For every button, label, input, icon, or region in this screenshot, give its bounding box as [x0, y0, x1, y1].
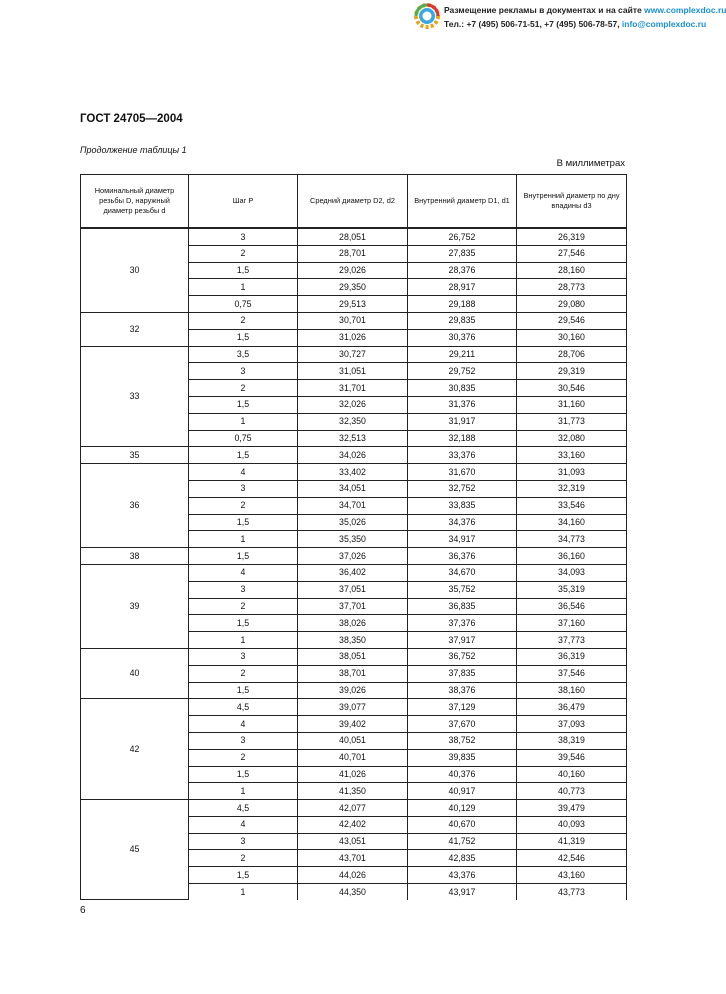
root-diameter-cell: 29,546: [517, 312, 627, 329]
root-diameter-cell: 36,479: [517, 699, 627, 716]
root-diameter-cell: 31,093: [517, 464, 627, 481]
mean-diameter-cell: 31,051: [298, 363, 408, 380]
nominal-diameter-cell: 30: [81, 228, 189, 312]
mean-diameter-cell: 42,077: [298, 800, 408, 817]
minor-diameter-cell: 28,376: [408, 262, 517, 279]
minor-diameter-cell: 40,917: [408, 783, 517, 800]
root-diameter-cell: 40,773: [517, 783, 627, 800]
minor-diameter-cell: 41,752: [408, 833, 517, 850]
table-row: [81, 800, 627, 817]
pitch-cell: 4,5: [189, 699, 298, 716]
root-diameter-cell: 38,319: [517, 732, 627, 749]
mean-diameter-cell: 42,402: [298, 816, 408, 833]
minor-diameter-cell: 40,376: [408, 766, 517, 783]
mean-diameter-cell: 32,513: [298, 430, 408, 447]
table-row: [81, 548, 627, 565]
root-diameter-cell: 34,093: [517, 564, 627, 581]
mean-diameter-cell: 28,051: [298, 228, 408, 245]
mean-diameter-cell: 30,701: [298, 312, 408, 329]
mean-diameter-cell: 37,051: [298, 581, 408, 598]
minor-diameter-cell: 38,752: [408, 732, 517, 749]
pitch-cell: 2: [189, 380, 298, 397]
minor-diameter-cell: 34,670: [408, 564, 517, 581]
header-mean-diameter: Средний диаметр D2, d2: [298, 175, 408, 229]
minor-diameter-cell: 31,670: [408, 464, 517, 481]
pitch-cell: 1,5: [189, 514, 298, 531]
table-row: [81, 464, 627, 481]
root-diameter-cell: 30,160: [517, 329, 627, 346]
minor-diameter-cell: 36,835: [408, 598, 517, 615]
mean-diameter-cell: 38,701: [298, 665, 408, 682]
mean-diameter-cell: 37,026: [298, 548, 408, 565]
nominal-diameter-cell: 42: [81, 699, 189, 800]
table-row: [81, 564, 627, 581]
pitch-cell: 2: [189, 665, 298, 682]
root-diameter-cell: 34,773: [517, 531, 627, 548]
minor-diameter-cell: 34,376: [408, 514, 517, 531]
minor-diameter-cell: 36,752: [408, 648, 517, 665]
pitch-cell: 1,5: [189, 396, 298, 413]
table-header-row: [81, 175, 627, 229]
mean-diameter-cell: 32,026: [298, 396, 408, 413]
table-row: [81, 228, 627, 245]
minor-diameter-cell: 32,188: [408, 430, 517, 447]
pitch-cell: 2: [189, 497, 298, 514]
table-row: [81, 648, 627, 665]
minor-diameter-cell: 37,917: [408, 632, 517, 649]
root-diameter-cell: 40,160: [517, 766, 627, 783]
root-diameter-cell: 31,773: [517, 413, 627, 430]
root-diameter-cell: 28,160: [517, 262, 627, 279]
pitch-cell: 1,5: [189, 329, 298, 346]
root-diameter-cell: 32,080: [517, 430, 627, 447]
pitch-cell: 1: [189, 632, 298, 649]
pitch-cell: 3: [189, 732, 298, 749]
root-diameter-cell: 27,546: [517, 245, 627, 262]
minor-diameter-cell: 26,752: [408, 228, 517, 245]
minor-diameter-cell: 38,376: [408, 682, 517, 699]
pitch-cell: 3: [189, 833, 298, 850]
mean-diameter-cell: 35,026: [298, 514, 408, 531]
minor-diameter-cell: 43,376: [408, 867, 517, 884]
root-diameter-cell: 37,093: [517, 716, 627, 733]
root-diameter-cell: 35,319: [517, 581, 627, 598]
minor-diameter-cell: 43,917: [408, 884, 517, 900]
pitch-cell: 1,5: [189, 867, 298, 884]
pitch-cell: 0,75: [189, 296, 298, 313]
minor-diameter-cell: 29,835: [408, 312, 517, 329]
pitch-cell: 2: [189, 749, 298, 766]
pitch-cell: 1,5: [189, 548, 298, 565]
root-diameter-cell: 29,080: [517, 296, 627, 313]
root-diameter-cell: 32,319: [517, 480, 627, 497]
root-diameter-cell: 30,546: [517, 380, 627, 397]
mean-diameter-cell: 40,701: [298, 749, 408, 766]
pitch-cell: 3: [189, 581, 298, 598]
pitch-cell: 4: [189, 564, 298, 581]
mean-diameter-cell: 41,350: [298, 783, 408, 800]
mean-diameter-cell: 38,026: [298, 615, 408, 632]
minor-diameter-cell: 40,129: [408, 800, 517, 817]
mean-diameter-cell: 28,701: [298, 245, 408, 262]
pitch-cell: 1: [189, 531, 298, 548]
mean-diameter-cell: 37,701: [298, 598, 408, 615]
thread-diameter-table: [80, 174, 627, 900]
root-diameter-cell: 36,546: [517, 598, 627, 615]
minor-diameter-cell: 40,670: [408, 816, 517, 833]
pitch-cell: 4: [189, 716, 298, 733]
mean-diameter-cell: 38,350: [298, 632, 408, 649]
mean-diameter-cell: 29,513: [298, 296, 408, 313]
nominal-diameter-cell: 45: [81, 800, 189, 900]
pitch-cell: 1,5: [189, 766, 298, 783]
pitch-cell: 1: [189, 413, 298, 430]
pitch-cell: 2: [189, 245, 298, 262]
mean-diameter-cell: 34,026: [298, 447, 408, 464]
units-label: В миллиметрах: [556, 158, 625, 169]
pitch-cell: 4: [189, 464, 298, 481]
minor-diameter-cell: 28,917: [408, 279, 517, 296]
mean-diameter-cell: 44,350: [298, 884, 408, 900]
mean-diameter-cell: 43,051: [298, 833, 408, 850]
root-diameter-cell: 33,160: [517, 447, 627, 464]
minor-diameter-cell: 37,670: [408, 716, 517, 733]
nominal-diameter-cell: 32: [81, 312, 189, 346]
mean-diameter-cell: 31,701: [298, 380, 408, 397]
table-continuation-caption: Продолжение таблицы 1: [80, 145, 187, 155]
root-diameter-cell: 28,773: [517, 279, 627, 296]
pitch-cell: 2: [189, 312, 298, 329]
root-diameter-cell: 37,160: [517, 615, 627, 632]
pitch-cell: 4,5: [189, 800, 298, 817]
minor-diameter-cell: 37,129: [408, 699, 517, 716]
minor-diameter-cell: 30,376: [408, 329, 517, 346]
root-diameter-cell: 37,773: [517, 632, 627, 649]
page-number: 6: [80, 905, 86, 916]
root-diameter-cell: 28,706: [517, 346, 627, 363]
minor-diameter-cell: 37,835: [408, 665, 517, 682]
minor-diameter-cell: 42,835: [408, 850, 517, 867]
root-diameter-cell: 33,546: [517, 497, 627, 514]
header-pitch: Шаг P: [189, 175, 298, 229]
mean-diameter-cell: 40,051: [298, 732, 408, 749]
mean-diameter-cell: 39,402: [298, 716, 408, 733]
table-row: [81, 312, 627, 329]
website-link[interactable]: www.complexdoc.ru: [644, 5, 726, 15]
mean-diameter-cell: 30,727: [298, 346, 408, 363]
root-diameter-cell: 39,479: [517, 800, 627, 817]
pitch-cell: 1,5: [189, 447, 298, 464]
mean-diameter-cell: 35,350: [298, 531, 408, 548]
mean-diameter-cell: 39,077: [298, 699, 408, 716]
root-diameter-cell: 43,160: [517, 867, 627, 884]
minor-diameter-cell: 30,835: [408, 380, 517, 397]
root-diameter-cell: 36,319: [517, 648, 627, 665]
mean-diameter-cell: 36,402: [298, 564, 408, 581]
root-diameter-cell: 36,160: [517, 548, 627, 565]
minor-diameter-cell: 33,835: [408, 497, 517, 514]
nominal-diameter-cell: 36: [81, 464, 189, 548]
pitch-cell: 0,75: [189, 430, 298, 447]
ad-text-line-2: [444, 19, 706, 29]
root-diameter-cell: 37,546: [517, 665, 627, 682]
nominal-diameter-cell: 35: [81, 447, 189, 464]
mean-diameter-cell: 29,026: [298, 262, 408, 279]
table-row: [81, 447, 627, 464]
root-diameter-cell: 38,160: [517, 682, 627, 699]
mean-diameter-cell: 29,350: [298, 279, 408, 296]
minor-diameter-cell: 29,752: [408, 363, 517, 380]
mean-diameter-cell: 33,402: [298, 464, 408, 481]
minor-diameter-cell: 31,376: [408, 396, 517, 413]
minor-diameter-cell: 33,376: [408, 447, 517, 464]
mean-diameter-cell: 31,026: [298, 329, 408, 346]
nominal-diameter-cell: 39: [81, 564, 189, 648]
pitch-cell: 1,5: [189, 262, 298, 279]
minor-diameter-cell: 27,835: [408, 245, 517, 262]
mean-diameter-cell: 39,026: [298, 682, 408, 699]
advertisement-header: [414, 3, 726, 31]
header-nominal-diameter: Номинальный диаметр резьбы D, наружный диаметр резьбы d: [81, 175, 189, 229]
document-title: ГОСТ 24705—2004: [80, 113, 183, 125]
root-diameter-cell: 29,319: [517, 363, 627, 380]
mean-diameter-cell: 44,026: [298, 867, 408, 884]
mean-diameter-cell: 34,701: [298, 497, 408, 514]
root-diameter-cell: 31,160: [517, 396, 627, 413]
mean-diameter-cell: 43,701: [298, 850, 408, 867]
minor-diameter-cell: 35,752: [408, 581, 517, 598]
minor-diameter-cell: 31,917: [408, 413, 517, 430]
root-diameter-cell: 42,546: [517, 850, 627, 867]
table-body: [81, 228, 627, 900]
table-row: [81, 346, 627, 363]
pitch-cell: 1: [189, 884, 298, 900]
root-diameter-cell: 39,546: [517, 749, 627, 766]
minor-diameter-cell: 29,188: [408, 296, 517, 313]
pitch-cell: 1,5: [189, 682, 298, 699]
pitch-cell: 3: [189, 480, 298, 497]
pitch-cell: 3: [189, 648, 298, 665]
mean-diameter-cell: 34,051: [298, 480, 408, 497]
pitch-cell: 1: [189, 279, 298, 296]
nominal-diameter-cell: 38: [81, 548, 189, 565]
minor-diameter-cell: 37,376: [408, 615, 517, 632]
minor-diameter-cell: 36,376: [408, 548, 517, 565]
minor-diameter-cell: 32,752: [408, 480, 517, 497]
header-minor-diameter: Внутренний диаметр D1, d1: [408, 175, 517, 229]
ad-text-line-1: [444, 5, 726, 15]
gear-logo-icon: [414, 3, 440, 29]
phone-text: Тел.: +7 (495) 506-71-51, +7 (495) 506-78-57,: [444, 19, 622, 29]
pitch-cell: 4: [189, 816, 298, 833]
pitch-cell: 3: [189, 228, 298, 245]
root-diameter-cell: 41,319: [517, 833, 627, 850]
pitch-cell: 1: [189, 783, 298, 800]
pitch-cell: 2: [189, 850, 298, 867]
mean-diameter-cell: 41,026: [298, 766, 408, 783]
nominal-diameter-cell: 40: [81, 648, 189, 698]
pitch-cell: 3,5: [189, 346, 298, 363]
minor-diameter-cell: 39,835: [408, 749, 517, 766]
pitch-cell: 2: [189, 598, 298, 615]
pitch-cell: 3: [189, 363, 298, 380]
root-diameter-cell: 43,773: [517, 884, 627, 900]
table-row: [81, 699, 627, 716]
ad-text: Размещение рекламы в документах и на сайте: [444, 5, 645, 15]
header-root-diameter: Внутренний диаметр по дну впадины d3: [517, 175, 627, 229]
pitch-cell: 1,5: [189, 615, 298, 632]
root-diameter-cell: 40,093: [517, 816, 627, 833]
root-diameter-cell: 34,160: [517, 514, 627, 531]
mean-diameter-cell: 38,051: [298, 648, 408, 665]
mean-diameter-cell: 32,350: [298, 413, 408, 430]
nominal-diameter-cell: 33: [81, 346, 189, 447]
email-link[interactable]: info@complexdoc.ru: [621, 19, 707, 29]
minor-diameter-cell: 29,211: [408, 346, 517, 363]
minor-diameter-cell: 34,917: [408, 531, 517, 548]
root-diameter-cell: 26,319: [517, 228, 627, 245]
